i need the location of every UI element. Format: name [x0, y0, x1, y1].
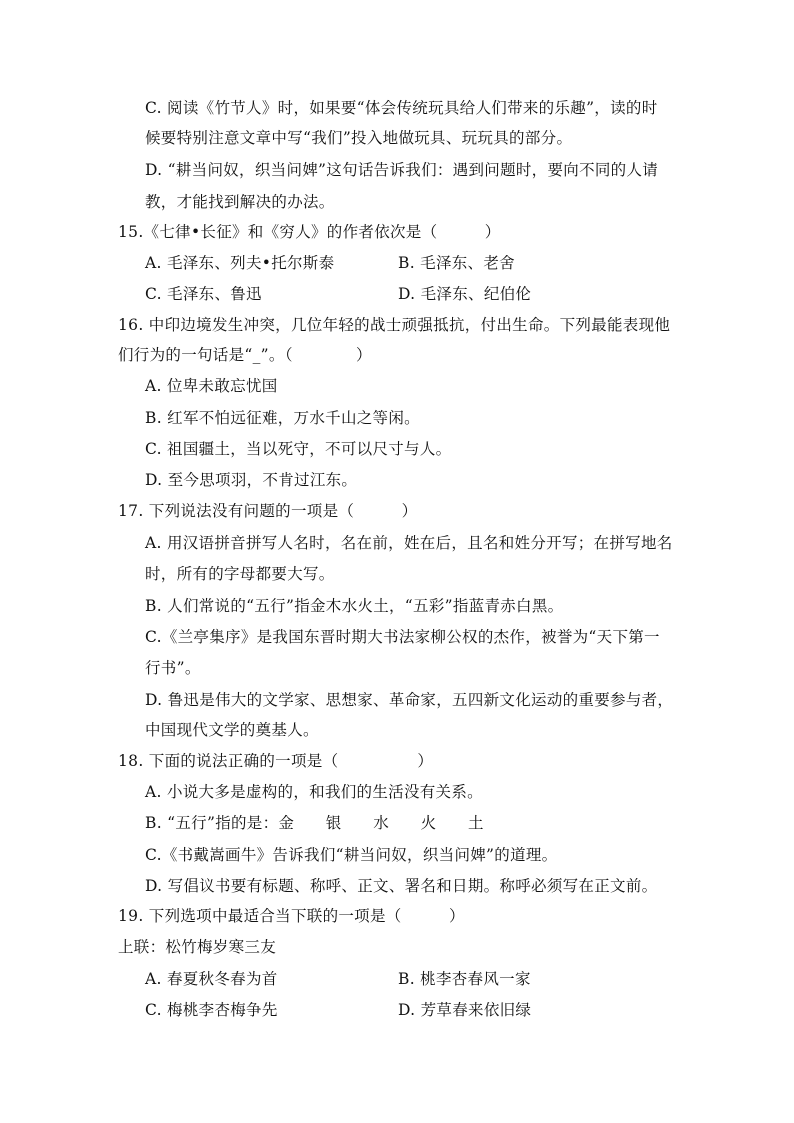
q16-option-c: C. 祖国疆土，当以死守，不可以尺寸与人。 [145, 440, 452, 458]
q17-option-a-line2: 时，所有的字母都要大写。 [145, 565, 335, 583]
q17-stem: 17. 下列说法没有问题的一项是（ ） [118, 502, 418, 520]
q19-option-c: C. 梅桃李杏梅争先 [145, 1001, 278, 1019]
q15-stem: 15.《七律•长征》和《穷人》的作者依次是（ ） [118, 223, 501, 241]
q18-option-c: C.《书戴嵩画牛》告诉我们“耕当问奴，织当问婢”的道理。 [145, 846, 558, 864]
q14-option-c-line1: C. 阅读《竹节人》时，如果要“体会传统玩具给人们带来的乐趣”，读的时 [145, 99, 658, 117]
q19-option-d: D. 芳草春来依旧绿 [398, 1001, 532, 1019]
q17-option-d-line2: 中国现代文学的奠基人。 [145, 721, 319, 739]
q17-option-a-line1: A. 用汉语拼音拼写人名时，名在前，姓在后，且名和姓分开写；在拼写地名 [145, 534, 673, 552]
q14-option-c-line2: 候要特别注意文章中写“我们”投入地做玩具、玩玩具的部分。 [145, 129, 573, 147]
q17-option-d-line1: D. 鲁迅是伟大的文学家、思想家、革命家，五四新文化运动的重要参与者， [145, 691, 674, 709]
q16-stem-line1: 16. 中印边境发生冲突，几位年轻的战士顽强抵抗，付出生命。下列最能表现他 [118, 316, 671, 334]
q16-stem-line2: 们行为的一句话是“_”。（ ） [118, 346, 372, 364]
q17-option-c-line1: C.《兰亭集序》是我国东晋时期大书法家柳公权的杰作，被誉为“天下第一 [145, 628, 660, 646]
q19-option-a: A. 春夏秋冬春为首 [145, 970, 278, 988]
q19-stem: 19. 下列选项中最适合当下联的一项是（ ） [118, 907, 465, 925]
q18-option-a: A. 小说大多是虚构的，和我们的生活没有关系。 [145, 783, 483, 801]
q15-option-d: D. 毛泽东、纪伯伦 [398, 285, 532, 303]
q19-option-b: B. 桃李杏春风一家 [398, 970, 531, 988]
q16-option-b: B. 红军不怕远征难，万水千山之等闲。 [145, 409, 420, 427]
q17-option-c-line2: 行书”。 [145, 659, 201, 677]
q15-option-b: B. 毛泽东、老舍 [398, 254, 515, 272]
q16-option-d: D. 至今思项羽，不肯过江东。 [145, 471, 358, 489]
q15-option-c: C. 毛泽东、鲁迅 [145, 285, 262, 303]
q14-option-d-line2: 教，才能找到解决的办法。 [145, 193, 335, 211]
q15-option-a: A. 毛泽东、列夫•托尔斯泰 [145, 254, 335, 272]
q17-option-b: B. 人们常说的“五行”指金木水火土，“五彩”指蓝青赤白黑。 [145, 597, 564, 615]
q18-option-b: B. “五行”指的是：金 银 水 火 土 [145, 814, 484, 832]
q19-couplet-upper: 上联：松竹梅岁寒三友 [118, 938, 277, 956]
q14-option-d-line1: D. “耕当问奴，织当问婢”这句话告诉我们：遇到问题时，要向不同的人请 [145, 161, 659, 179]
q18-option-d: D. 写倡议书要有标题、称呼、正文、署名和日期。称呼必须写在正文前。 [145, 877, 658, 895]
q18-stem: 18. 下面的说法正确的一项是（ ） [118, 752, 434, 770]
q16-option-a: A. 位卑未敢忘忧国 [145, 377, 278, 395]
